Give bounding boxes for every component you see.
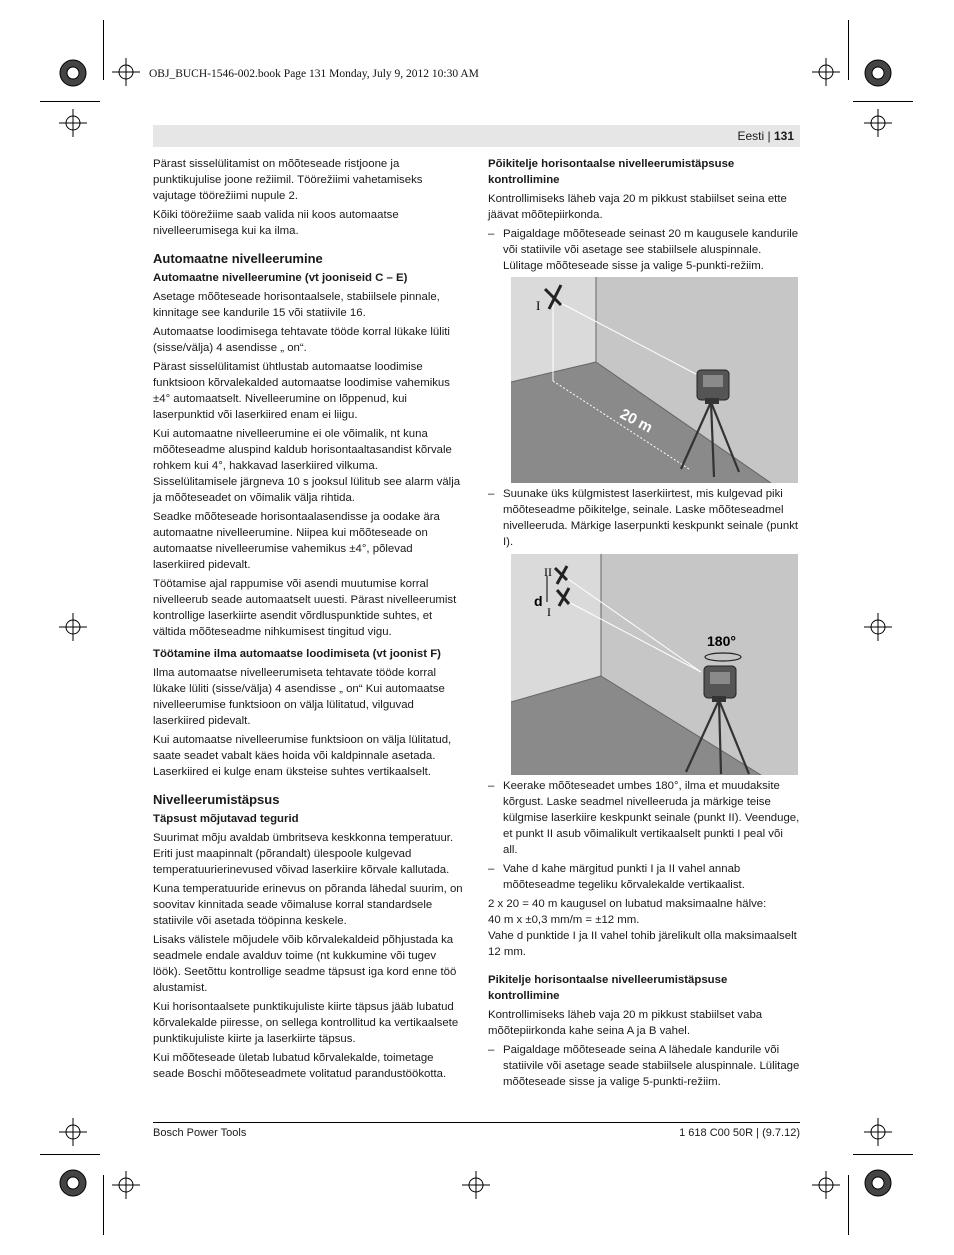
paragraph: Kuna temperatuuride erinevus on põranda lähedal suurim, on soovitav kinnitada seade võimaluse korral standardsele statiivile või asetada tööpinna keskele. (153, 883, 463, 927)
paragraph: Pärast sisselülitamist on mõõteseade ristjoone ja punktikujulise joone režiimil. Töörežiimi vahetamiseks vajutage töörežiimi nupule 2. (153, 158, 423, 202)
list-item: – Paigaldage mõõteseade seina A lähedale kandurile või statiivile või asetage seade stabiilsele aluspinnale. Lülitage mõõteseade sisse ja valige 5-punkti-režiim. (488, 1042, 800, 1090)
paragraph: 2 x 20 = 40 m kaugusel on lubatud maksimaalne hälve: (488, 898, 767, 910)
header-separator: | (767, 129, 771, 143)
registration-target-icon (865, 60, 891, 86)
paragraph: Kui mõõteseade ületab lubatud kõrvalekalde, toimetage seade Boschi mõõteseadmete volitatud parandustöökotta. (153, 1052, 447, 1080)
registration-target-icon (865, 1170, 891, 1196)
paragraph: Ilma automaatse nivelleerumiseta tehtavate tööde korral lükake lüliti (sisse/välja) 4 asendisse „ on“ Kui automaatse nivelleerumise funktsioon on välja lülitatud, vilguvad laserkiired pidevalt. (153, 667, 445, 727)
left-column (153, 156, 465, 1085)
paragraph: Asetage mõõteseade horisontaalsele, stabiilsele pinnale, kinnitage see kandurile 15 või statiivile 16. (153, 291, 440, 319)
laser-device-icon (697, 370, 729, 404)
paragraph: Suurimat mõju avaldab ümbritseva keskkonna temperatuur. Eriti just maapinnalt (põrandalt) ülespoole kulgevad temperatuurierinevused võivad laserkiire kõrvale kallutada. (153, 832, 454, 876)
header-language: Eesti (737, 129, 765, 143)
paragraph: Kui automaatse nivelleerumise funktsioon on välja lülitatud, saate seadet vabalt käes hoida või kaldpinnale asetada. Laserkiired ei kulge enam üksteise suhtes vertikaalselt. (153, 734, 452, 778)
label-point-ii: II (544, 565, 552, 579)
section-heading: Automaatne nivelleerumine (153, 251, 323, 266)
step-list (488, 226, 800, 274)
label-point-i: I (536, 298, 541, 313)
label-angle: 180° (707, 633, 736, 649)
laser-device-icon (704, 666, 736, 702)
step-list (488, 1042, 800, 1090)
paragraph: Kontrollimiseks läheb vaja 20 m pikkust stabiilset vaba mõõtepiirkonda kahe seina A ja B vahel. (488, 1009, 763, 1037)
step-list (488, 778, 800, 893)
paragraph: Kui automaatne nivelleerumine ei ole võimalik, nt kuna mõõteseadme aluspind kaldub horisontaaltasandist kõrvale rohkem kui 4°, hakkavad laserkiired vilkuma. Sisselülitamisele järgneva 10 s jooksul lülitub see alarm välja ja mõõteseadet on võimalik välja rihtida. (153, 428, 461, 504)
list-item: – Paigaldage mõõteseade seinast 20 m kaugusele kandurile või statiivile või asetage see stabiilsele aluspinnale. Lülitage mõõteseade sisse ja valige 5-punkti-režiim. (488, 226, 800, 274)
page-header (737, 129, 794, 143)
crosshair-icon (812, 58, 840, 86)
footer-doc-number: 1 618 C00 50R | (9.7.12) (679, 1127, 800, 1139)
paragraph: Kõiki töörežiime saab valida nii koos automaatse nivelleerumisega kui ka ilma. (153, 209, 399, 237)
paragraph: Töötamise ajal rappumise või asendi muutumise korral nivelleerub seade automaatselt uuesti. Pärast nivelleerumist kontrollige laserkiirte asendit võrdluspunktide suhtes, et vältida mõõteseadme nihkumisest tingitud vigu. (153, 578, 457, 638)
subsection-heading: Töötamine ilma automaatse loodimiseta (vt joonist F) (153, 648, 441, 660)
registration-target-icon (60, 1170, 86, 1196)
list-item: – Keerake mõõteseadet umbes 180°, ilma et muudaksite kõrgust. Laske seadmel nivelleeruda ja märkige teise külgmise laserkiire keskpunkt seinale (punkt II). Veenduge, et punkt II asub võimalikult vertikaalselt punkti I peal või all. (488, 778, 800, 858)
label-distance: 20 m (617, 405, 656, 437)
label-d: d (534, 593, 543, 609)
crosshair-icon (112, 1171, 140, 1199)
subsection-heading: Automaatne nivelleerumine (vt jooniseid C – E) (153, 272, 408, 284)
list-item: – Vahe d kahe märgitud punkti I ja II vahel annab mõõteseadme tegeliku kõrvalekalde vertikaalist. (488, 861, 800, 893)
paragraph: Lisaks välistele mõjudele võib kõrvalekaldeid põhjustada ka seadmele endale avalduv toime (nt kukkumine või tugev löök). Seetõttu kontrollige seadme täpsust iga kord enne töö alustamist. (153, 934, 457, 994)
subsection-heading: Põikitelje horisontaalse nivelleerumistäpsuse kontrollimine (488, 158, 735, 186)
paragraph: Kontrollimiseks läheb vaja 20 m pikkust stabiilset seina ette jäävat mõõtepiirkonda. (488, 193, 787, 221)
list-item: – Suunake üks külgmistest laserkiirtest, mis kulgevad piki mõõteseadme põikitelge, seinale. Laske mõõteseadmel nivelleeruda. Märkige laserpunkti keskpunkt seinale (punkt I). (488, 486, 800, 550)
paragraph: Seadke mõõteseade horisontaalasendisse ja oodake ära automaatne nivelleerumine. Niipea kui mõõteseade on automaatse nivelleerumise vahemikus ±4°, põlevad laserkiired pidevalt. (153, 511, 440, 571)
crosshair-icon (462, 1171, 490, 1199)
crosshair-icon (59, 1118, 87, 1146)
subsection-heading: Täpsust mõjutavad tegurid (153, 813, 299, 825)
file-info-line: OBJ_BUCH-1546-002.book Page 131 Monday, July 9, 2012 10:30 AM (149, 68, 479, 80)
label-point-i: I (547, 605, 551, 619)
right-column-bottom (488, 778, 800, 1093)
crosshair-icon (59, 109, 87, 137)
paragraph: Kui horisontaalsete punktikujuliste kiirte täpsus jääb lubatud kõrvalekalde piiresse, on sellega kontrollitud ka vertikaalsete punktikujuliste kiirte ja laserkiirte täpsus. (153, 1001, 459, 1045)
figure-rotation-check (511, 554, 798, 775)
step-list (488, 486, 800, 550)
crosshair-icon (812, 1171, 840, 1199)
crosshair-icon (864, 109, 892, 137)
crosshair-icon (59, 613, 87, 641)
footer-rule (153, 1122, 800, 1123)
crosshair-icon (864, 613, 892, 641)
header-bar (153, 125, 800, 147)
section-heading: Nivelleerumistäpsus (153, 792, 280, 807)
page-number: 131 (773, 129, 794, 143)
registration-target-icon (60, 60, 86, 86)
right-column-top (488, 156, 800, 277)
right-column-middle (488, 486, 800, 553)
paragraph: Automaatse loodimisega tehtavate tööde korral lükake lüliti (sisse/välja) 4 asendisse „ on“. (153, 326, 450, 354)
subsection-heading: Pikitelje horisontaalse nivelleerumistäpsuse kontrollimine (488, 974, 728, 1002)
paragraph: 40 m x ±0,3 mm/m = ±12 mm. (488, 914, 640, 926)
crosshair-icon (864, 1118, 892, 1146)
paragraph: Vahe d punktide I ja II vahel tohib järelikult olla maksimaalselt 12 mm. (488, 930, 797, 958)
crosshair-icon (112, 58, 140, 86)
figure-wall-distance (511, 277, 798, 483)
footer-brand: Bosch Power Tools (153, 1127, 247, 1139)
paragraph: Pärast sisselülitamist ühtlustab automaatse loodimise funktsioon kõrvalekalded automaatse loodimise vahemikus ±4° automaatselt. Nivelleerumine on lõppenud, kui laserpunktid või laserkiired enam ei liigu. (153, 361, 450, 421)
